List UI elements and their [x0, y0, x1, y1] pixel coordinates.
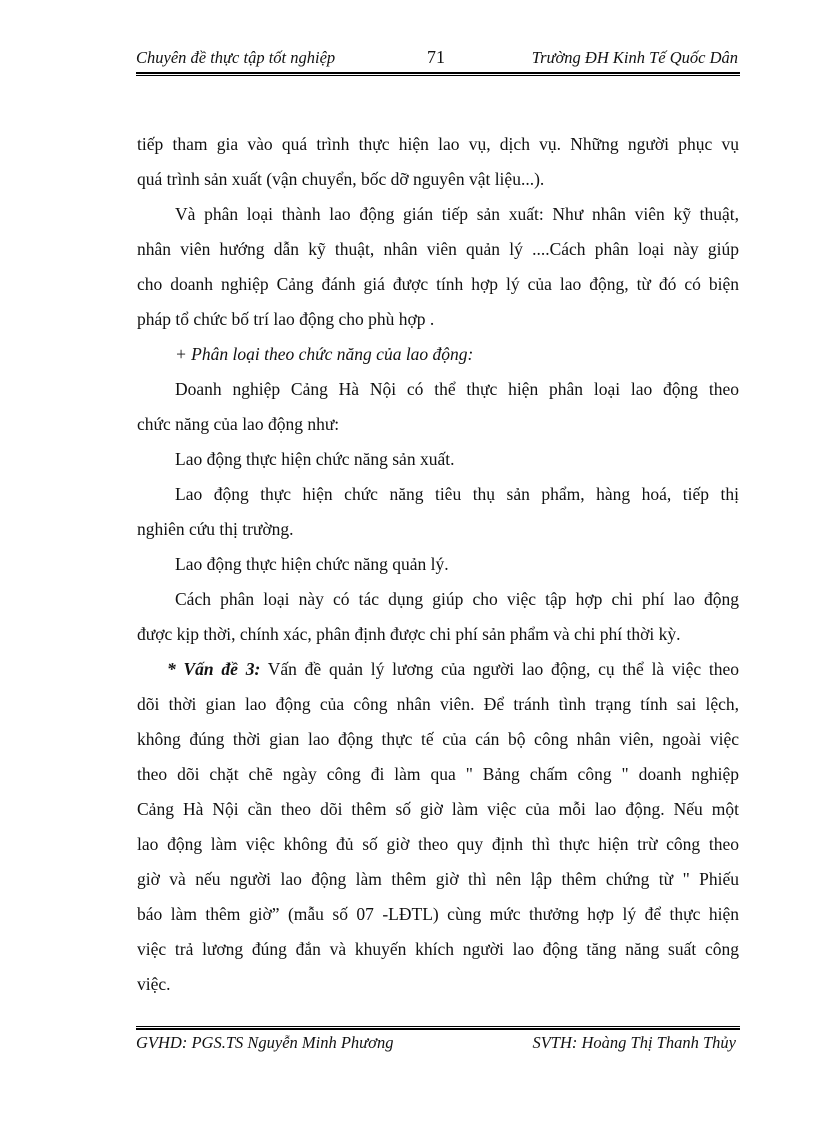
text-line: giờ và nếu người lao động làm thêm giờ thì nên lập thêm chứng từ " Phiếu — [137, 869, 739, 889]
text-line: chức năng của lao động như: — [137, 414, 340, 434]
header-title-left: Chuyên đề thực tập tốt nghiệp — [136, 48, 336, 67]
text-line: Lao động thực hiện chức năng tiêu thụ sản phẩm, hàng hoá, tiếp thị — [175, 484, 739, 504]
header-title-right: Trường ĐH Kinh Tế Quốc Dân — [531, 48, 738, 67]
paragraph-8 — [137, 582, 739, 652]
text-line: theo dõi chặt chẽ ngày công đi làm qua " Bảng chấm công " doanh nghiệp — [137, 764, 739, 784]
text-line: việc. — [137, 974, 171, 994]
text-line: lao động làm việc không đủ số giờ theo quy định thì thực hiện trừ công theo — [137, 834, 739, 854]
paragraph-2 — [137, 197, 739, 337]
page-number: 71 — [427, 47, 445, 67]
footer-divider — [136, 1026, 740, 1030]
paragraph-4 — [137, 372, 739, 442]
text-line: Doanh nghiệp Cảng Hà Nội có thể thực hiện phân loại lao động theo — [175, 379, 739, 399]
text-line: nghiên cứu thị trường. — [137, 519, 294, 539]
footer-student: SVTH: Hoàng Thị Thanh Thủy — [532, 1033, 736, 1052]
text-line — [137, 652, 739, 687]
text-line: Cách phân loại này có tác dụng giúp cho việc tập hợp chi phí lao động — [175, 589, 739, 609]
text-line: cho doanh nghiệp Cảng đánh giá được tính hợp lý của lao động, từ đó có biện — [137, 274, 739, 294]
text-line: việc trả lương đúng đắn và khuyến khích người lao động tăng năng suất công — [137, 939, 739, 959]
paragraph-9 — [137, 652, 739, 1002]
paragraph-5 — [137, 442, 739, 477]
text-line: không đúng thời gian lao động thực tế của cán bộ công nhân viên, ngoài việc — [137, 729, 739, 749]
issue-label: * Vấn đề 3: — [167, 659, 261, 679]
page-header — [136, 48, 740, 70]
document-body — [137, 127, 739, 1002]
text-line: dõi thời gian lao động của công nhân viên. Để tránh tình trạng tính sai lệch, — [137, 694, 739, 714]
paragraph-3 — [137, 337, 739, 372]
text-line: Lao động thực hiện chức năng quản lý. — [175, 554, 449, 574]
paragraph-6 — [137, 477, 739, 547]
text-line: báo làm thêm giờ” (mẫu số 07 -LĐTL) cùng mức thưởng hợp lý để thực hiện — [137, 904, 739, 924]
text-line: Cảng Hà Nội cần theo dõi thêm số giờ làm việc của mỗi lao động. Nếu một — [137, 799, 739, 819]
text-line: được kịp thời, chính xác, phân định được chi phí sản phẩm và chi phí thời kỳ. — [137, 624, 681, 644]
footer-advisor: GVHD: PGS.TS Nguyễn Minh Phương — [136, 1033, 394, 1052]
paragraph-7 — [137, 547, 739, 582]
text-line: pháp tổ chức bố trí lao động cho phù hợp . — [137, 309, 435, 329]
text-line: quá trình sản xuất (vận chuyển, bốc dỡ nguyên vật liệu...). — [137, 169, 545, 189]
text-line: nhân viên hướng dẫn kỹ thuật, nhân viên quản lý ....Cách phân loại này giúp — [137, 239, 739, 259]
page-footer — [136, 1033, 740, 1055]
text-line: Lao động thực hiện chức năng sản xuất. — [175, 449, 455, 469]
text-line: Và phân loại thành lao động gián tiếp sản xuất: Như nhân viên kỹ thuật, — [175, 204, 739, 224]
paragraph-1 — [137, 127, 739, 197]
text-line: tiếp tham gia vào quá trình thực hiện lao vụ, dịch vụ. Những người phục vụ — [137, 134, 739, 154]
text-span: Vấn đề quản lý lương của người lao động, cụ thể là việc theo — [260, 659, 740, 679]
header-divider — [136, 72, 740, 76]
subheading: + Phân loại theo chức năng của lao động: — [175, 344, 474, 364]
